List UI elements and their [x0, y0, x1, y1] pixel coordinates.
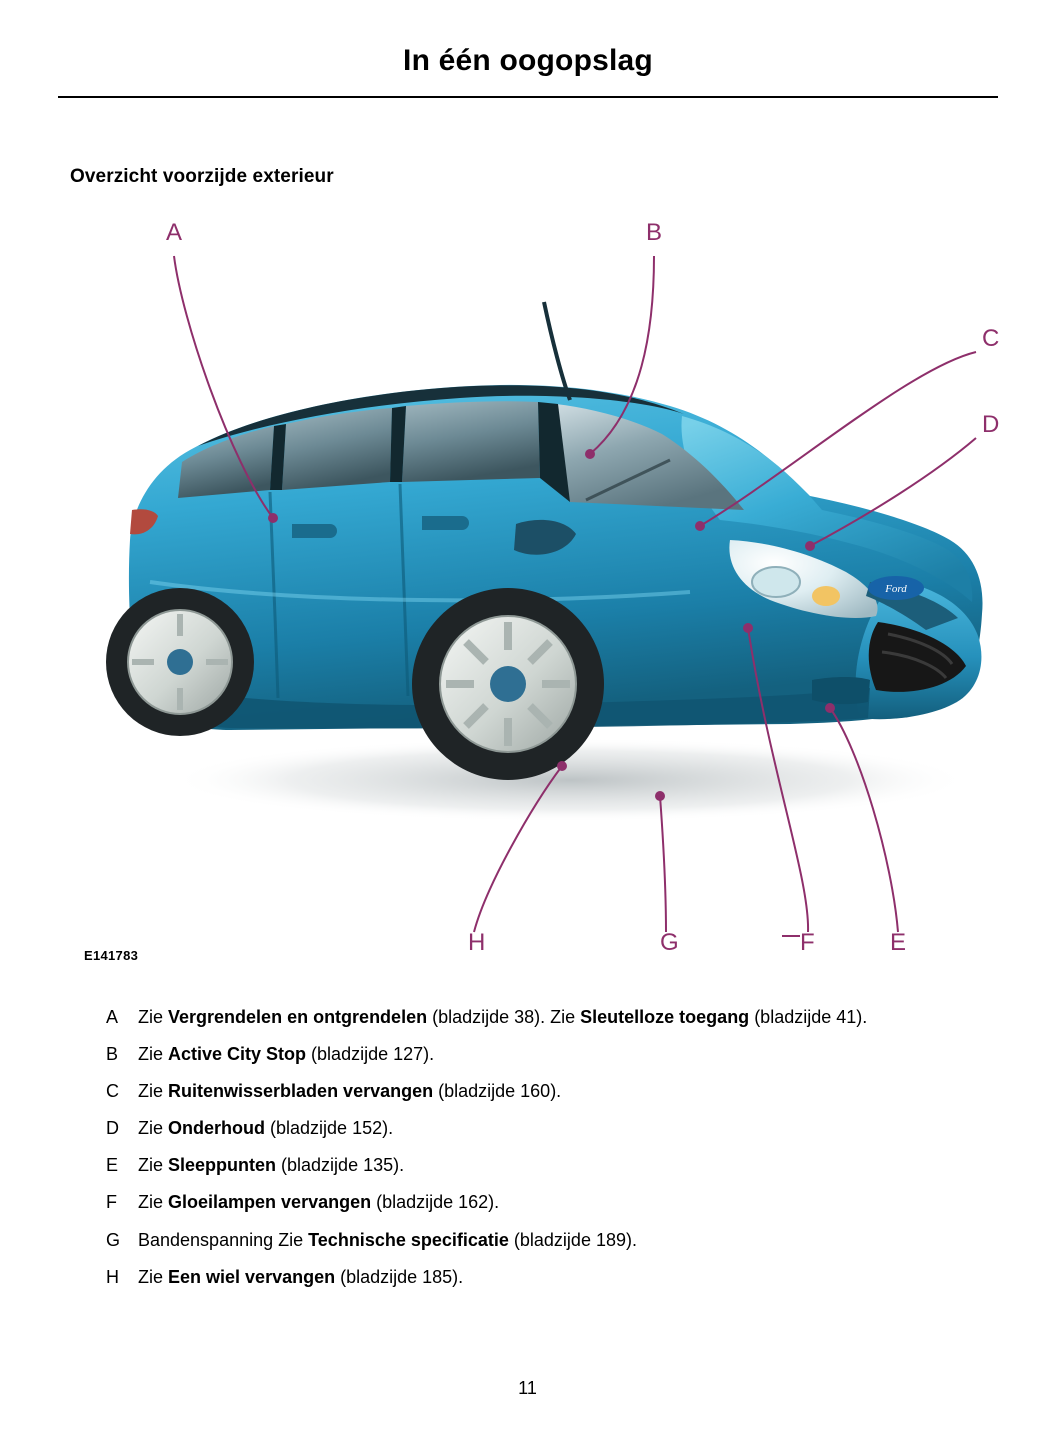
- dot-E: [825, 703, 835, 713]
- legend-plain-text: Zie: [138, 1155, 169, 1176]
- figure-code: E141783: [84, 948, 139, 963]
- front-door-handle: [422, 516, 469, 530]
- rear-wheel: [106, 588, 254, 736]
- legend-text: [138, 1078, 1020, 1104]
- indicator-lamp: [812, 586, 840, 606]
- dot-A: [268, 513, 278, 523]
- legend-plain-text: Zie: [138, 1007, 169, 1027]
- dot-B: [585, 449, 595, 459]
- legend-reference: Vergrendelen en ontgrendelen: [168, 1007, 428, 1027]
- dot-G: [655, 791, 665, 801]
- legend-reference: Technische specificatie: [308, 1229, 509, 1250]
- legend-plain-text: Zie: [138, 1266, 169, 1287]
- legend-list: [70, 1004, 1020, 1301]
- legend-reference: Sleutelloze toegang: [580, 1007, 750, 1027]
- legend-text: [138, 1004, 1020, 1030]
- legend-text: [138, 1115, 1020, 1141]
- legend-key: H: [106, 1266, 119, 1287]
- legend-plain-text: (bladzijde 135).: [276, 1155, 405, 1176]
- front-exterior-diagram: [70, 210, 1000, 970]
- callout-label-C: C: [982, 325, 1000, 352]
- callout-label-F: F: [800, 929, 815, 956]
- legend-key: D: [106, 1118, 119, 1139]
- legend-text: [138, 1189, 1020, 1215]
- legend-item-g: [70, 1227, 1020, 1253]
- dot-D: [805, 541, 815, 551]
- front-door-glass: [402, 401, 540, 482]
- callout-label-D: D: [982, 411, 1000, 438]
- header-divider: [58, 96, 998, 98]
- dot-C: [695, 521, 705, 531]
- front-wheel: [412, 588, 604, 780]
- legend-plain-text: (bladzijde 38). Zie: [427, 1007, 581, 1027]
- section-heading: Overzicht voorzijde exterieur: [70, 166, 334, 187]
- callout-label-A: A: [166, 219, 183, 246]
- legend-item-c: [70, 1078, 1020, 1104]
- legend-plain-text: Zie: [138, 1118, 169, 1139]
- legend-key: A: [106, 1007, 119, 1027]
- legend-text: [138, 1152, 1020, 1178]
- page-header: [58, 44, 998, 77]
- leader-E: [830, 708, 898, 932]
- legend-key: B: [106, 1044, 119, 1065]
- page-number: 11: [518, 1378, 537, 1398]
- legend-plain-text: (bladzijde 127).: [306, 1044, 435, 1065]
- front-air-intake: [812, 677, 870, 704]
- legend-plain-text: Bandenspanning Zie: [138, 1229, 309, 1250]
- callout-label-B: B: [646, 219, 663, 246]
- legend-key: G: [106, 1229, 121, 1250]
- dot-H: [557, 761, 567, 771]
- legend-text: [138, 1227, 1020, 1253]
- legend-item-a: [70, 1004, 1020, 1030]
- legend-item-f: [70, 1189, 1020, 1215]
- legend-plain-text: (bladzijde 152).: [265, 1118, 394, 1139]
- legend-reference: Sleeppunten: [168, 1155, 277, 1176]
- legend-key: C: [106, 1081, 119, 1102]
- legend-item-d: [70, 1115, 1020, 1141]
- legend-plain-text: (bladzijde 162).: [371, 1192, 500, 1213]
- legend-item-h: [70, 1264, 1020, 1290]
- headlamp-inner: [752, 567, 800, 597]
- rear-door-handle: [292, 524, 337, 538]
- callout-label-H: H: [468, 929, 486, 956]
- legend-reference: Gloeilampen vervangen: [168, 1192, 372, 1213]
- legend-reference: Onderhoud: [168, 1118, 266, 1139]
- legend-item-b: [70, 1041, 1020, 1067]
- ford-badge-text: Ford: [885, 583, 907, 595]
- legend-text: [138, 1041, 1020, 1067]
- legend-reference: Active City Stop: [168, 1044, 307, 1065]
- legend-reference: Ruitenwisserbladen vervangen: [168, 1081, 434, 1102]
- callout-label-E: E: [890, 929, 907, 956]
- legend-plain-text: (bladzijde 189).: [508, 1229, 637, 1250]
- legend-plain-text: (bladzijde 185).: [335, 1266, 464, 1287]
- legend-item-e: [70, 1152, 1020, 1178]
- legend-plain-text: (bladzijde 160).: [433, 1081, 562, 1102]
- roof-antenna: [544, 302, 570, 400]
- legend-text: [138, 1264, 1020, 1290]
- legend-key: E: [106, 1155, 119, 1176]
- legend-plain-text: Zie: [138, 1044, 169, 1065]
- callout-label-G: G: [660, 929, 679, 956]
- legend-reference: Een wiel vervangen: [168, 1266, 336, 1287]
- legend-plain-text: (bladzijde 41).: [749, 1007, 868, 1027]
- legend-plain-text: Zie: [138, 1192, 169, 1213]
- legend-key: F: [106, 1192, 117, 1213]
- dot-F: [743, 623, 753, 633]
- car-illustration: [106, 302, 983, 780]
- page-title: In één oogopslag: [403, 44, 653, 77]
- legend-plain-text: Zie: [138, 1081, 169, 1102]
